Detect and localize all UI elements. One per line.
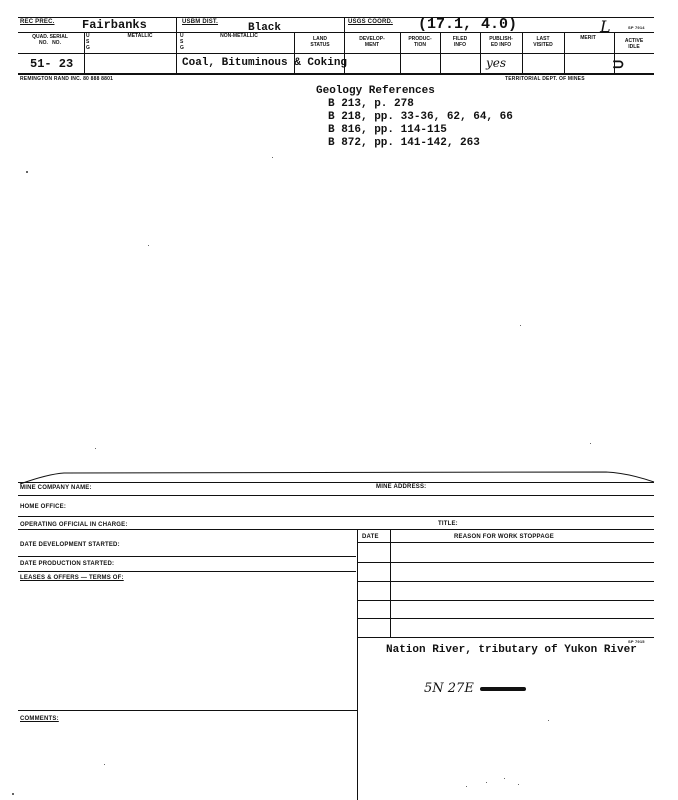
prod-rule bbox=[18, 571, 356, 572]
title-label: TITLE: bbox=[438, 521, 458, 527]
quad-serial-value: 51- 23 bbox=[30, 57, 74, 71]
corner-mark: L bbox=[600, 17, 611, 36]
scan-speck bbox=[95, 448, 96, 449]
usbm-dist-value: Black bbox=[248, 22, 282, 34]
home-office-rule bbox=[18, 516, 654, 517]
rec-prec-label: REC PREC. bbox=[20, 19, 55, 25]
stoppage-row-rule bbox=[357, 600, 654, 601]
date-production-label: DATE PRODUCTION STARTED: bbox=[20, 561, 115, 567]
col-filed-info: FILED INFO bbox=[452, 36, 468, 48]
usgs-coord-label: USGS COORD. bbox=[348, 19, 393, 25]
col-land-status: LAND STATUS bbox=[310, 36, 330, 48]
form-number-top: SP 7914 bbox=[628, 25, 645, 30]
col-production: PRODUC- TION bbox=[408, 36, 432, 48]
reference-item: B 872, pp. 141-142, 263 bbox=[328, 137, 480, 149]
date-development-label: DATE DEVELOPMENT STARTED: bbox=[20, 542, 120, 548]
township-range-note: 5N 27E bbox=[424, 681, 474, 696]
scan-speck bbox=[486, 782, 487, 783]
comments-label: COMMENTS: bbox=[20, 716, 59, 722]
scan-speck bbox=[12, 793, 14, 795]
location-note: Nation River, tributary of Yukon River bbox=[386, 644, 637, 656]
stoppage-row-rule bbox=[357, 618, 654, 619]
official-rule bbox=[18, 529, 654, 530]
rec-prec-value: Fairbanks bbox=[82, 18, 147, 32]
mine-company-name-label: MINE COMPANY NAME: bbox=[20, 485, 92, 491]
published-info-value: yes bbox=[486, 56, 507, 70]
scan-speck bbox=[26, 171, 28, 173]
company-rule bbox=[18, 495, 654, 496]
non-metallic-value: Coal, Bituminous & Coking bbox=[182, 57, 348, 69]
scan-speck bbox=[272, 157, 273, 158]
date-col-divider bbox=[390, 529, 391, 637]
center-divider bbox=[357, 529, 358, 800]
home-office-label: HOME OFFICE: bbox=[20, 504, 67, 510]
handwritten-scribble bbox=[480, 687, 526, 691]
col-non-metallic: NON-METALLIC bbox=[220, 33, 258, 39]
col-metallic: METALLIC bbox=[127, 33, 153, 39]
leases-label: LEASES & OFFERS — TERMS OF: bbox=[20, 575, 124, 581]
col-usg-nonmetallic: U S G bbox=[180, 33, 184, 51]
col-active-idle: ACTIVE IDLE bbox=[624, 38, 644, 50]
reason-col-header: REASON FOR WORK STOPPAGE bbox=[454, 534, 554, 540]
scan-speck bbox=[520, 325, 521, 326]
scan-speck bbox=[148, 245, 149, 246]
divider-usbm bbox=[176, 17, 177, 73]
divider-quad bbox=[84, 32, 85, 73]
date-col-header: DATE bbox=[362, 534, 379, 540]
scan-speck bbox=[504, 778, 505, 779]
col-published-info: PUBLISH- ED INFO bbox=[489, 36, 513, 48]
stoppage-row-rule bbox=[357, 581, 654, 582]
stoppage-row-rule bbox=[357, 637, 654, 638]
territorial-dept: TERRITORIAL DEPT. OF MINES bbox=[505, 76, 585, 82]
references-title: Geology References bbox=[316, 85, 435, 97]
col-merit: MERIT bbox=[580, 35, 596, 41]
comments-rule bbox=[18, 710, 357, 711]
printer-line: REMINGTON RAND INC. 80 888 8801 bbox=[20, 76, 114, 82]
header-bottom-rule bbox=[18, 73, 654, 75]
operating-official-label: OPERATING OFFICIAL IN CHARGE: bbox=[20, 522, 128, 528]
scan-speck bbox=[590, 443, 591, 444]
usgs-coord-value: (17.1, 4.0) bbox=[418, 16, 518, 33]
col-development: DEVELOP- MENT bbox=[359, 36, 385, 48]
header-row-rule bbox=[18, 53, 654, 54]
company-rule-top bbox=[18, 482, 654, 483]
col-last-visited: LAST VISITED bbox=[533, 36, 553, 48]
active-idle-mark: ⊃ bbox=[612, 56, 625, 73]
usbm-dist-label: USBM DIST. bbox=[182, 19, 219, 25]
scan-speck bbox=[548, 720, 549, 721]
col-quad-serial: QUAD. SERIAL NO. NO. bbox=[32, 34, 68, 46]
mine-address-label: MINE ADDRESS: bbox=[376, 484, 427, 490]
col-usg-metallic: U S G bbox=[86, 33, 90, 51]
fold-curve bbox=[18, 466, 658, 486]
reference-item: B 213, p. 278 bbox=[328, 98, 414, 110]
reference-item: B 218, pp. 33-36, 62, 64, 66 bbox=[328, 111, 513, 123]
dev-rule bbox=[18, 556, 356, 557]
stoppage-row-rule bbox=[357, 562, 654, 563]
stoppage-header-rule bbox=[357, 542, 654, 543]
scan-speck bbox=[104, 764, 105, 765]
scan-speck bbox=[518, 784, 519, 785]
reference-item: B 816, pp. 114-115 bbox=[328, 124, 447, 136]
scan-speck bbox=[466, 786, 467, 787]
form-number-bottom: SP 7915 bbox=[628, 639, 645, 644]
